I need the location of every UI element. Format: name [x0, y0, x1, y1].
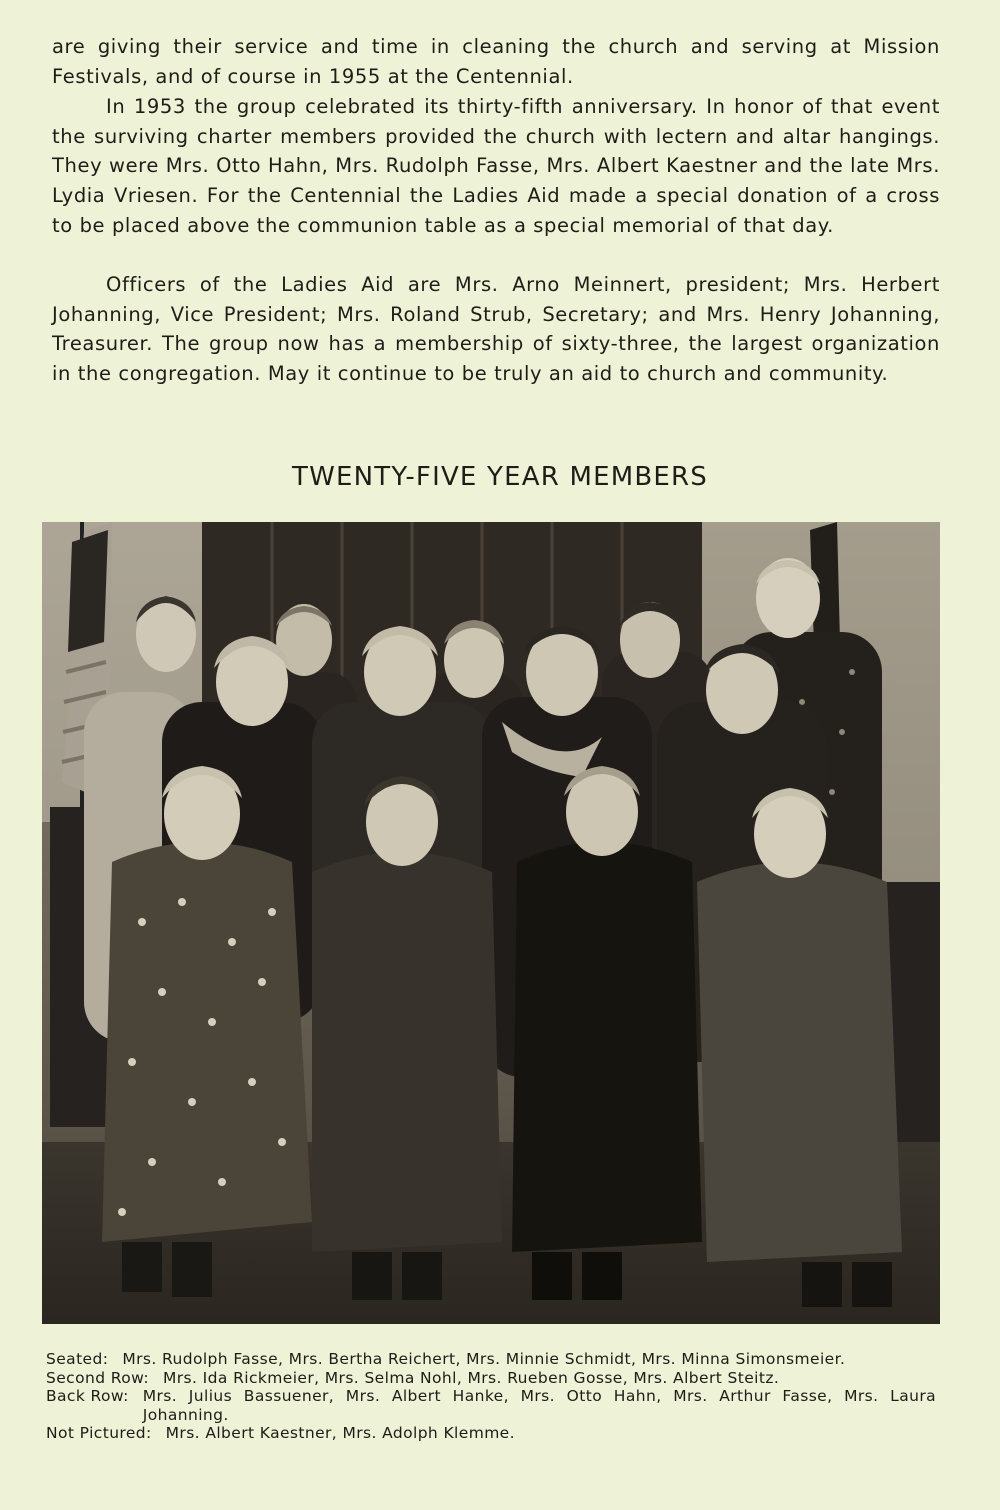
caption-label: Second Row: — [46, 1368, 149, 1387]
body-paragraph-3: Officers of the Ladies Aid are Mrs. Arno Meinnert, president; Mrs. Herbert Johanning, Vice President; Mrs. Roland Strub, Secretary; and Mrs. Henry Johanning, Treasurer. The group now has a membership of sixty-three, the largest organization in the congregation. May it continue to be truly an aid to church and community. — [52, 273, 940, 386]
caption-label: Not Pictured: — [46, 1424, 152, 1442]
caption-label: Back Row: — [46, 1387, 129, 1405]
caption-row — [46, 1387, 936, 1424]
caption-row — [46, 1350, 936, 1369]
caption-row — [46, 1424, 936, 1443]
photo-caption — [46, 1350, 936, 1443]
caption-names: Mrs. Julius Bassuener, Mrs. Albert Hanke, Mrs. Otto Hahn, Mrs. Arthur Fasse, Mrs. Laura Johanning. — [142, 1387, 936, 1424]
caption-row — [46, 1369, 936, 1388]
section-heading: TWENTY-FIVE YEAR MEMBERS — [292, 462, 708, 492]
caption-names: Mrs. Albert Kaestner, Mrs. Adolph Klemme. — [165, 1424, 515, 1442]
group-photo-illustration — [42, 522, 940, 1324]
caption-names: Mrs. Rudolph Fasse, Mrs. Bertha Reichert, Mrs. Minnie Schmidt, Mrs. Minna Simonsmeier. — [122, 1350, 846, 1368]
group-photograph — [42, 522, 940, 1324]
caption-label: Seated: — [46, 1350, 109, 1368]
body-paragraph-1: are giving their service and time in cleaning the church and serving at Mission Festivals, and of course in 1955 at the Centennial. — [52, 35, 940, 88]
body-paragraph-2: In 1953 the group celebrated its thirty-fifth anniversary. In honor of that event the surviving charter members provided the church with lectern and altar hangings. They were Mrs. Otto Hahn, Mrs. Rudolph Fasse, Mrs. Albert Kaestner and the late Mrs. Lydia Vriesen. For the Centennial the Ladies Aid made a special donation of a cross to be placed above the communion table as a special memorial of that day. — [52, 95, 940, 237]
caption-names: Mrs. Ida Rickmeier, Mrs. Selma Nohl, Mrs. Rueben Gosse, Mrs. Albert Steitz. — [162, 1368, 780, 1387]
